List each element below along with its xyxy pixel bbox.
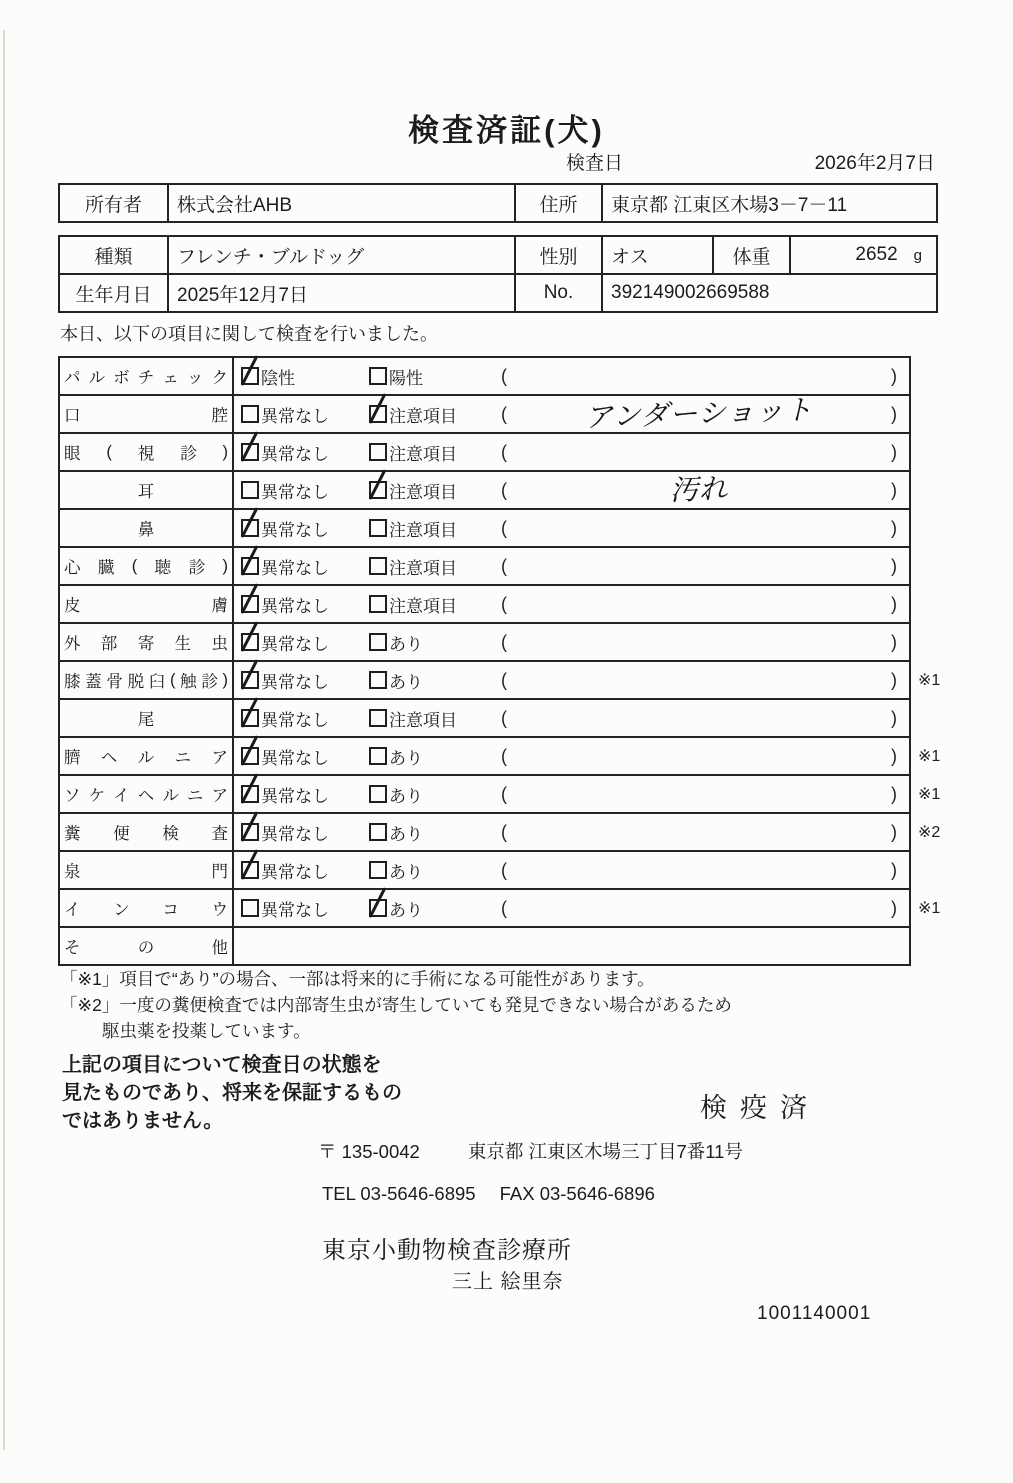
checkbox-checked: [241, 709, 259, 727]
weight-value-cell: [790, 236, 937, 274]
checkbox-unchecked: [369, 367, 387, 385]
exam-option-label: 異常なし: [261, 444, 329, 464]
exam-option: [241, 516, 369, 541]
exam-note-area: [501, 632, 909, 653]
open-paren: (: [501, 441, 507, 462]
exam-option-label: 注意項目: [389, 482, 457, 502]
exam-row: [60, 548, 909, 586]
checkmark-icon: [369, 393, 386, 424]
exam-row: [60, 358, 909, 396]
checkbox-checked: [241, 557, 259, 575]
exam-option-label: 注意項目: [389, 444, 457, 464]
exam-note-area: [501, 898, 909, 919]
exam-note-area: [501, 860, 909, 881]
exam-row-label: 外 部 寄 生 虫: [60, 624, 234, 660]
veterinarian-name: 三上 絵里奈: [452, 1271, 564, 1293]
checkbox-unchecked: [241, 481, 259, 499]
row-remark: ※1: [918, 786, 941, 803]
exam-row-label: 皮 膚: [60, 586, 234, 622]
exam-note-area: [501, 594, 909, 615]
weight-label: 体重: [713, 236, 790, 274]
exam-row-content: [234, 776, 909, 812]
exam-note-area: [501, 394, 909, 433]
exam-option-label: 異常なし: [261, 634, 329, 654]
exam-row-label: 耳: [60, 472, 234, 508]
exam-row-label: 臍 ヘ ル ニ ア: [60, 738, 234, 774]
exam-option-label: 異常なし: [261, 520, 329, 540]
row-remark: ※1: [918, 900, 941, 917]
open-paren: (: [501, 707, 507, 728]
checkbox-unchecked: [369, 519, 387, 537]
exam-row: [60, 624, 909, 662]
clinic-address-line: [318, 1138, 743, 1164]
exam-note-area: [501, 472, 909, 507]
weight-unit: g: [913, 247, 922, 264]
exam-option-label: 異常なし: [261, 558, 329, 578]
checkbox-checked: [369, 899, 387, 917]
exam-option: [369, 516, 501, 541]
exam-option-label: 注意項目: [389, 406, 457, 426]
open-paren: (: [501, 859, 507, 880]
checkbox-checked: [241, 519, 259, 537]
checkmark-icon: [241, 545, 258, 576]
exam-row-label: 尾: [60, 700, 234, 736]
address-value: 東京都 江東区木場3－7－11: [602, 184, 937, 222]
exam-note-area: [501, 708, 909, 729]
exam-row-content: [234, 738, 909, 774]
open-paren: (: [501, 555, 507, 576]
exam-row-content: [234, 396, 909, 432]
close-paren: ): [891, 783, 897, 804]
footnotes: [60, 966, 732, 1044]
number-label: No.: [515, 274, 602, 312]
exam-option-label: 異常なし: [261, 482, 329, 502]
exam-row-content: [234, 624, 909, 660]
exam-option: [369, 592, 501, 617]
exam-row-label: ソ ケ イ ヘ ル ニ ア: [60, 776, 234, 812]
exam-option-label: あり: [389, 900, 423, 920]
quarantine-passed-stamp: 検疫済: [700, 1093, 820, 1123]
exam-option-label: 異常なし: [261, 748, 329, 768]
open-paren: (: [501, 479, 507, 500]
exam-row: [60, 472, 909, 510]
checkmark-icon: [241, 659, 258, 690]
checkbox-unchecked: [369, 823, 387, 841]
close-paren: ): [891, 593, 897, 614]
exam-row: [60, 662, 941, 700]
clinic-fax: FAX 03-5646-6896: [499, 1183, 655, 1204]
pet-info-table: [58, 235, 938, 313]
exam-option-label: 異常なし: [261, 824, 329, 844]
disclaimer-line: 上記の項目について検査日の状態を: [62, 1054, 382, 1076]
exam-option: [369, 630, 501, 655]
exam-row: [60, 510, 909, 548]
exam-option-label: あり: [389, 634, 423, 654]
exam-option: [369, 820, 501, 845]
number-value: 392149002669588: [602, 274, 937, 312]
birthdate-value: 2025年12月7日: [168, 274, 515, 312]
exam-option-label: 異常なし: [261, 786, 329, 806]
exam-row: [60, 738, 941, 776]
pet-row-2: [59, 274, 937, 312]
exam-row-content: [234, 890, 909, 926]
owner-label: 所有者: [59, 184, 168, 222]
exam-option-label: あり: [389, 862, 423, 882]
open-paren: (: [501, 365, 507, 386]
exam-option: [241, 896, 369, 921]
handwritten-note: 汚れ: [669, 472, 729, 507]
exam-row-label: イ ン コ ウ: [60, 890, 234, 926]
exam-option-label: 陽性: [389, 368, 423, 388]
checkbox-unchecked: [369, 443, 387, 461]
exam-option-label: 注意項目: [389, 558, 457, 578]
checkmark-icon: [369, 887, 386, 918]
checkbox-unchecked: [369, 785, 387, 803]
checkmark-icon: [241, 431, 258, 462]
clinic-name: 東京小動物検査診療所: [322, 1237, 572, 1264]
open-paren: (: [501, 631, 507, 652]
exam-option: [241, 744, 369, 769]
exam-option: [241, 364, 369, 389]
exam-note-area: [501, 746, 909, 767]
checkbox-unchecked: [369, 861, 387, 879]
checkbox-checked: [241, 595, 259, 613]
checkbox-checked: [241, 747, 259, 765]
exam-option: [369, 668, 501, 693]
exam-note-area: [501, 784, 909, 805]
checkbox-unchecked: [369, 709, 387, 727]
row-remark: ※1: [918, 748, 941, 765]
exam-option: [369, 782, 501, 807]
close-paren: ): [891, 441, 897, 462]
exam-option: [369, 858, 501, 883]
exam-option-label: 異常なし: [261, 672, 329, 692]
exam-row-content: [234, 814, 909, 850]
checkbox-checked: [241, 671, 259, 689]
exam-option: [369, 896, 501, 921]
exam-row-content: [234, 358, 909, 394]
exam-note-area: [501, 556, 909, 577]
exam-row-label: パ ル ボ チ ェ ッ ク: [60, 358, 234, 394]
weight-value: 2652: [855, 244, 898, 265]
exam-row-content: [234, 548, 909, 584]
exam-option-label: 注意項目: [389, 520, 457, 540]
exam-option: [241, 706, 369, 731]
checkmark-icon: [241, 773, 258, 804]
checkmark-icon: [241, 507, 258, 538]
exam-option: [369, 554, 501, 579]
exam-row: [60, 928, 909, 964]
breed-label: 種類: [59, 236, 168, 274]
checkmark-icon: [241, 849, 258, 880]
exam-option-label: 異常なし: [261, 900, 329, 920]
sex-value: オス: [602, 236, 713, 274]
exam-option-label: あり: [389, 824, 423, 844]
open-paren: (: [501, 669, 507, 690]
birthdate-label: 生年月日: [59, 274, 168, 312]
breed-value: フレンチ・ブルドッグ: [168, 236, 515, 274]
checkbox-checked: [241, 443, 259, 461]
close-paren: ): [891, 403, 897, 424]
exam-row-content: [234, 434, 909, 470]
exam-option: [241, 440, 369, 465]
footnote-2-continued: 駆虫薬を投薬しています。: [102, 1021, 311, 1041]
checkmark-icon: [241, 621, 258, 652]
exam-row: [60, 814, 941, 852]
checkbox-checked: [241, 367, 259, 385]
exam-row-content: [234, 852, 909, 888]
disclaimer-paragraph: [62, 1051, 402, 1135]
checkmark-icon: [241, 735, 258, 766]
owner-value: 株式会社AHB: [168, 184, 515, 222]
exam-note-area: [501, 822, 909, 843]
checkbox-checked: [241, 633, 259, 651]
checkbox-unchecked: [241, 899, 259, 917]
open-paren: (: [501, 821, 507, 842]
exam-option-label: 注意項目: [389, 596, 457, 616]
exam-option: [369, 364, 501, 389]
exam-row-label: 膝 蓋 骨 脱 臼 ( 触 診 ): [60, 662, 234, 698]
exam-option: [241, 402, 369, 427]
checkbox-checked: [369, 481, 387, 499]
checkbox-unchecked: [369, 633, 387, 651]
exam-row: [60, 776, 941, 814]
exam-row: [60, 396, 909, 434]
handwritten-note: アンダーショット: [584, 394, 814, 433]
exam-option-label: あり: [389, 786, 423, 806]
disclaimer-line: 見たものであり、将来を保証するもの: [62, 1082, 402, 1104]
checkbox-checked: [241, 861, 259, 879]
exam-row-label: 鼻: [60, 510, 234, 546]
document-title: 検査済証(犬): [408, 112, 605, 148]
exam-option: [241, 820, 369, 845]
close-paren: ): [891, 631, 897, 652]
exam-row: [60, 852, 909, 890]
exam-option-label: 陰性: [261, 368, 295, 388]
clinic-address: 東京都 江東区木場三丁目7番11号: [467, 1141, 743, 1162]
exam-option: [241, 668, 369, 693]
exam-note-area: [501, 442, 909, 463]
checkbox-unchecked: [369, 671, 387, 689]
exam-option: [369, 478, 501, 503]
exam-row: [60, 890, 941, 928]
exam-row-content: [234, 510, 909, 546]
exam-option-label: あり: [389, 748, 423, 768]
checkbox-checked: [241, 785, 259, 803]
owner-table: [58, 183, 938, 223]
checkmark-icon: [241, 697, 258, 728]
checkmark-icon: [369, 469, 386, 500]
exam-option: [241, 858, 369, 883]
exam-option: [241, 478, 369, 503]
exam-row-label: 糞 便 検 査: [60, 814, 234, 850]
exam-option-label: 異常なし: [261, 710, 329, 730]
exam-option-label: あり: [389, 672, 423, 692]
exam-row-content: [234, 472, 909, 508]
checkmark-icon: [241, 583, 258, 614]
exam-note-area: [501, 518, 909, 539]
exam-row-label: 眼 ( 視 診 ): [60, 434, 234, 470]
intro-sentence: 本日、以下の項目に関して検査を行いました。: [60, 324, 438, 344]
close-paren: ): [891, 479, 897, 500]
address-label: 住所: [515, 184, 602, 222]
exam-row-content: [234, 700, 909, 736]
footnote-2: 「※2」一度の糞便検査では内部寄生虫が寄生していても発見できない場合があるため: [60, 995, 732, 1015]
close-paren: ): [891, 821, 897, 842]
exam-row: [60, 586, 909, 624]
inspection-date-label: 検査日: [566, 153, 624, 174]
exam-option-label: 異常なし: [261, 862, 329, 882]
exam-row-label: 泉 門: [60, 852, 234, 888]
exam-option: [241, 554, 369, 579]
exam-option: [241, 592, 369, 617]
checkbox-unchecked: [369, 747, 387, 765]
disclaimer-line: ではありません。: [62, 1110, 224, 1132]
close-paren: ): [891, 517, 897, 538]
exam-row: [60, 700, 909, 738]
checkbox-unchecked: [369, 557, 387, 575]
exam-option-label: 異常なし: [261, 406, 329, 426]
close-paren: ): [891, 669, 897, 690]
exam-option: [369, 402, 501, 427]
footnote-1: 「※1」項目で“あり”の場合、一部は将来的に手術になる可能性があります。: [60, 969, 655, 989]
exam-note-area: [501, 670, 909, 691]
close-paren: ): [891, 745, 897, 766]
exam-results-table: [58, 356, 941, 966]
open-paren: (: [501, 745, 507, 766]
close-paren: ): [891, 365, 897, 386]
exam-row-label: そ の 他: [60, 928, 234, 964]
exam-option: [241, 630, 369, 655]
checkbox-unchecked: [241, 405, 259, 423]
exam-option: [369, 706, 501, 731]
exam-option-label: 注意項目: [389, 710, 457, 730]
open-paren: (: [501, 517, 507, 538]
open-paren: (: [501, 897, 507, 918]
exam-row-label: 口 腔: [60, 396, 234, 432]
checkbox-checked: [241, 823, 259, 841]
exam-option: [369, 744, 501, 769]
scan-edge-artifact: [3, 30, 5, 1450]
exam-row: [60, 434, 909, 472]
exam-option-label: 異常なし: [261, 596, 329, 616]
checkmark-icon: [241, 355, 258, 386]
exam-row-content: [234, 662, 909, 698]
checkmark-icon: [241, 811, 258, 842]
exam-note-area: [501, 366, 909, 387]
clinic-phone-line: [322, 1183, 655, 1205]
inspection-date-value: 2026年2月7日: [814, 153, 935, 174]
checkbox-checked: [369, 405, 387, 423]
close-paren: ): [891, 859, 897, 880]
close-paren: ): [891, 897, 897, 918]
row-remark: ※1: [918, 672, 941, 689]
close-paren: ): [891, 707, 897, 728]
exam-option: [369, 440, 501, 465]
exam-row-label: 心 臓 ( 聴 診 ): [60, 548, 234, 584]
exam-row-content: [234, 586, 909, 622]
clinic-tel: TEL 03-5646-6895: [322, 1183, 476, 1204]
row-remark: ※2: [918, 824, 941, 841]
open-paren: (: [501, 783, 507, 804]
open-paren: (: [501, 403, 507, 424]
owner-row: [59, 184, 937, 222]
close-paren: ): [891, 555, 897, 576]
sex-label: 性別: [515, 236, 602, 274]
pet-row-1: [59, 236, 937, 274]
open-paren: (: [501, 593, 507, 614]
clinic-postal-code: 〒 135-0042: [318, 1141, 420, 1162]
exam-row-content: [234, 928, 909, 964]
exam-option: [241, 782, 369, 807]
serial-number: 1001140001: [757, 1303, 872, 1324]
checkbox-unchecked: [369, 595, 387, 613]
